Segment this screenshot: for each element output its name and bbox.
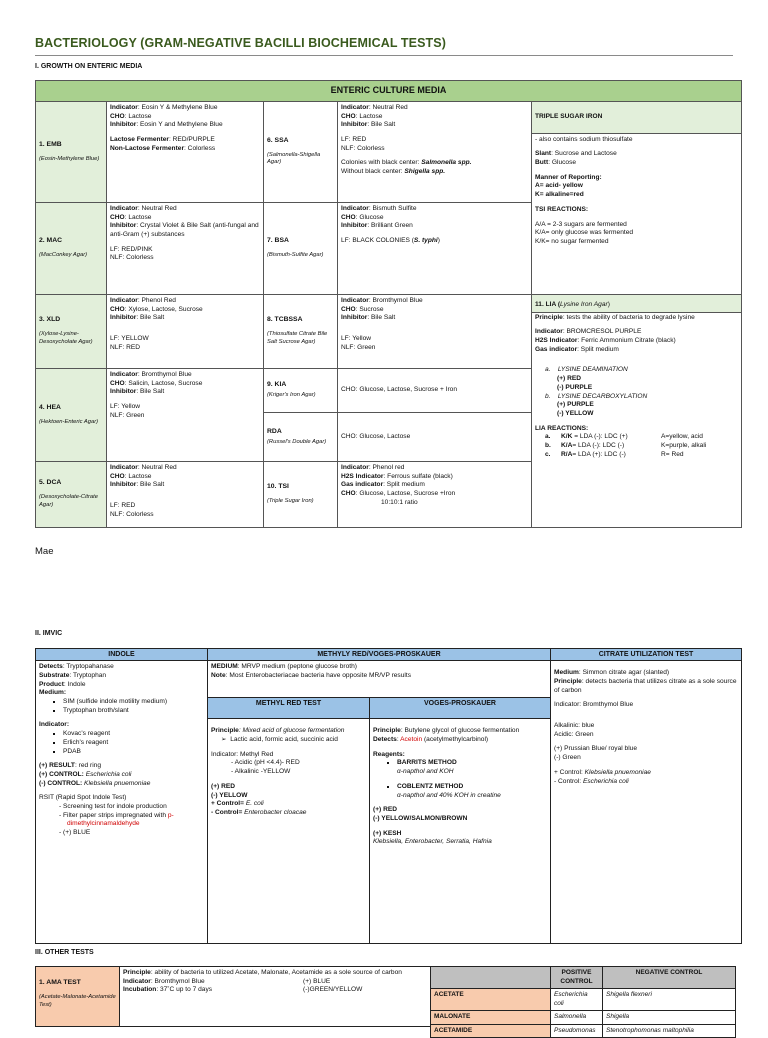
methyl-red-header: METHYL RED TEST [208,698,370,719]
acetate-positive: Escherichia coli [551,989,603,1011]
bsa-label-cell: 7. BSA (Bismuth-Sulfite Agar) [264,202,338,294]
ama-controls-table [430,966,736,1038]
mac-details: Indicator: Neutral Red CHO: Lactose Inhibitor: Crystal Violet & Bile Salt (anti-fungal and anti-Gram (+) substances LF: RED/PINK NLF: Colorless [107,202,264,294]
xld-details: Indicator: Phenol Red CHO: Xylose, Lactose, Sucrose Inhibitor: Bile Salt LF: YELLOW NLF: RED [107,294,264,368]
ama-test-table [35,966,436,1027]
emb-details: Indicator: Eosin Y & Methylene Blue CHO: Lactose Inhibitor: Eosin Y and Methylene Blue Lactose Fermenter: RED/PURPLE Non-Lactose Fermenter: Colorless [107,101,264,202]
ssa-label-cell: 6. SSA (Salmonella-Shigella Agar) [264,101,338,202]
section-imvic-label: II. IMVIC [35,630,63,637]
ama-label-cell: 1. AMA TEST (Acetate-Malonate-Acetamide Test) [36,967,120,1027]
acetamide-positive: Pseudomonas [551,1024,603,1038]
vp-details: Principle: Butylene glycol of glucose fermentation Detects: Acetoin (acetylmethylcarbinol) Reagents: ▪ BARRITS METHOD α-napthol and KOH ▪ COBLENTZ METHOD α-napthol and 40% KOH in creatine (+) RED (-) YELLOW/SALMON/BROWN (+) KESH Klebsiella, Enterobacter, Serratia, Hafnia [370,719,551,944]
hea-details: Indicator: Bromthymol Blue CHO: Salicin, Lactose, Sucrose Inhibitor: Bile Salt LF: Yellow NLF: Green [107,368,264,461]
xld-label-cell: 3. XLD (Xylose-Lysine-Desoxycholate Agar) [36,294,107,368]
rda-details: CHO: Glucose, Lactose [338,412,532,461]
tsi-media-details: Indicator: Phenol red H2S Indicator: Ferrous sulfate (black) Gas indicator: Split medium CHO: Glucose, Lactose, Sucrose +Iron 10:10:1 ratio [338,461,532,527]
dca-label-cell: 5. DCA (Desoxycholate-Citrate Agar) [36,461,107,527]
tsi-label-cell: 10. TSI (Triple Sugar Iron) [264,461,338,527]
vp-header: VOGES-PROSKAUER [370,698,551,719]
dca-details: Indicator: Neutral Red CHO: Lactose Inhibitor: Bile Salt LF: RED NLF: Colorless [107,461,264,527]
mac-label-cell: 2. MAC (MacConkey Agar) [36,202,107,294]
acetate-row-label: ACETATE [431,989,551,1011]
citrate-header: CITRATE UTILIZATION TEST [551,649,742,661]
enteric-table-header: ENTERIC CULTURE MEDIA [36,81,742,102]
section-enteric-label: I. GROWTH ON ENTERIC MEDIA [35,63,143,70]
enteric-media-table [35,80,742,528]
ssa-details: Indicator: Neutral Red CHO: Lactose Inhibitor: Bile Salt LF: RED NLF: Colorless Colonies with black center: Salmonella spp. Without black center: Shigella spp. [338,101,532,202]
hea-label-cell: 4. HEA (Hektoen-Enteric Agar) [36,368,107,461]
ama-details: Principle: ability of bacteria to utilized Acetate, Malonate, Acetamide as a sole source of carbon Indicator: Bromthymol Blue (+) BLUE Incubation: 37˚C up to 7 days (-)GREEN/YELLOW [120,967,436,1027]
tsi-details: TRIPLE SUGAR IRON - also contains sodium thiosulfate Slant: Sucrose and Lactose Butt: Glucose Manner of Reporting: A= acid- yellow K= alkaline=red TSI REACTIONS: A/A = 2-3 sugars are fermented K/A= only glucose was fermented K/K= no sugar fermented [532,101,742,294]
rda-label-cell: RDA (Russel's Double Agar) [264,412,338,461]
methyl-red-details: Principle: Mixed acid of glucose fermentation ➢ Lactic acid, formic acid, succinic acid Indicator: Methyl Red - Acidic (pH <4.4)- RED - Alkalinic -YELLOW (+) RED (-) YELLOW + Control= E. coli - Control= Enterobacter cloacae [208,719,370,944]
tcbssa-label-cell: 8. TCBSSA (Thiosulfate Citrate Bile Salt Sucrose Agar) [264,294,338,368]
indole-header: INDOLE [36,649,208,661]
handwritten-note: Mae [35,546,54,557]
lia-details: 11. LIA (Lysine Iron Agar) Principle: tests the ability of bacteria to degrade lysine Indicator: BROMCRESOL PURPLE H2S Indicator: Ferric Ammonium Citrate (black) Gas indicator: Split medium a. LYSINE DEAMINATION (+) RED (-) PURPLE b. LYSINE DECARBOXYLATION (+) PURPLE (-) YELLOW LIA REACTIONS: a. K/K = LDA (-): LDC (+) A=yellow, acid b. K/A= LDA (-): LDC (-) K=purple, alkali c. R/A= LDA (+): LDC (-) R= Red [532,294,742,527]
bsa-details: Indicator: Bismuth Sulfite CHO: Glucose Inhibitor: Brilliant Green LF: BLACK COLONIES (S. typhi) [338,202,532,294]
emb-label-cell: 1. EMB (Eosin-Methylene Blue) [36,101,107,202]
acetamide-negative: Stenotrophomonas maltophilia [603,1024,736,1038]
kia-details: CHO: Glucose, Lactose, Sucrose + Iron [338,368,532,412]
title-divider [35,55,733,56]
acetate-negative: Shigella flexneri [603,989,736,1011]
positive-control-header: POSITIVE CONTROL [551,967,603,989]
citrate-details: Medium: Simmon citrate agar (slanted) Principle: detects bacteria that utilizes citrate as a sole source of carbon Indicator: Bromthymol Blue Alkalinic: blue Acidic: Green (+) Prussian Blue/ royal blue (-) Green + Control: Klebsiella pnuemoniae - Control: Escherichia coli [551,661,742,944]
malonate-negative: Shigella [603,1011,736,1025]
malonate-row-label: MALONATE [431,1011,551,1025]
mrvp-header: METHYLY RED/VOGES-PROSKAUER [208,649,551,661]
document-title: BACTERIOLOGY (GRAM-NEGATIVE BACILLI BIOCHEMICAL TESTS) [35,36,446,50]
negative-control-header: NEGATIVE CONTROL [603,967,736,989]
indole-details: Detects: Tryptopahanase Substrate: Tryptophan Product: Indole Medium: ▪ SIM (sulfide indole motility medium) ▪ Tryptophan broth/slant Indicator: ▪ Kovac's reagent ▪ Erlich's reagent ▪ PDAB (+) RESULT: red ring (+) CONTROL: Escherichia coli (-) CONTROL: Klebsiella pnuemoniae RSIT (Rapid Spot Indole Test) - Screening test for indole production - Filter paper strips impregnated with p-dimethylcinnamaldehyde - (+) BLUE [36,661,208,944]
tcbssa-details: Indicator: Bromthymol Blue CHO: Sucrose Inhibitor: Bile Salt LF: Yellow NLF: Green [338,294,532,368]
acetamide-row-label: ACETAMIDE [431,1024,551,1038]
imvic-table [35,648,742,944]
mrvp-summary: MEDIUM: MRVP medium (peptone glucose broth) Note: Most Enterobacteriacae bacteria have opposite MR/VP results [208,661,551,698]
section-other-tests-label: III. OTHER TESTS [35,949,94,956]
malonate-positive: Salmonella [551,1011,603,1025]
kia-label-cell: 9. KIA (Kriger's Iron Agar) [264,368,338,412]
